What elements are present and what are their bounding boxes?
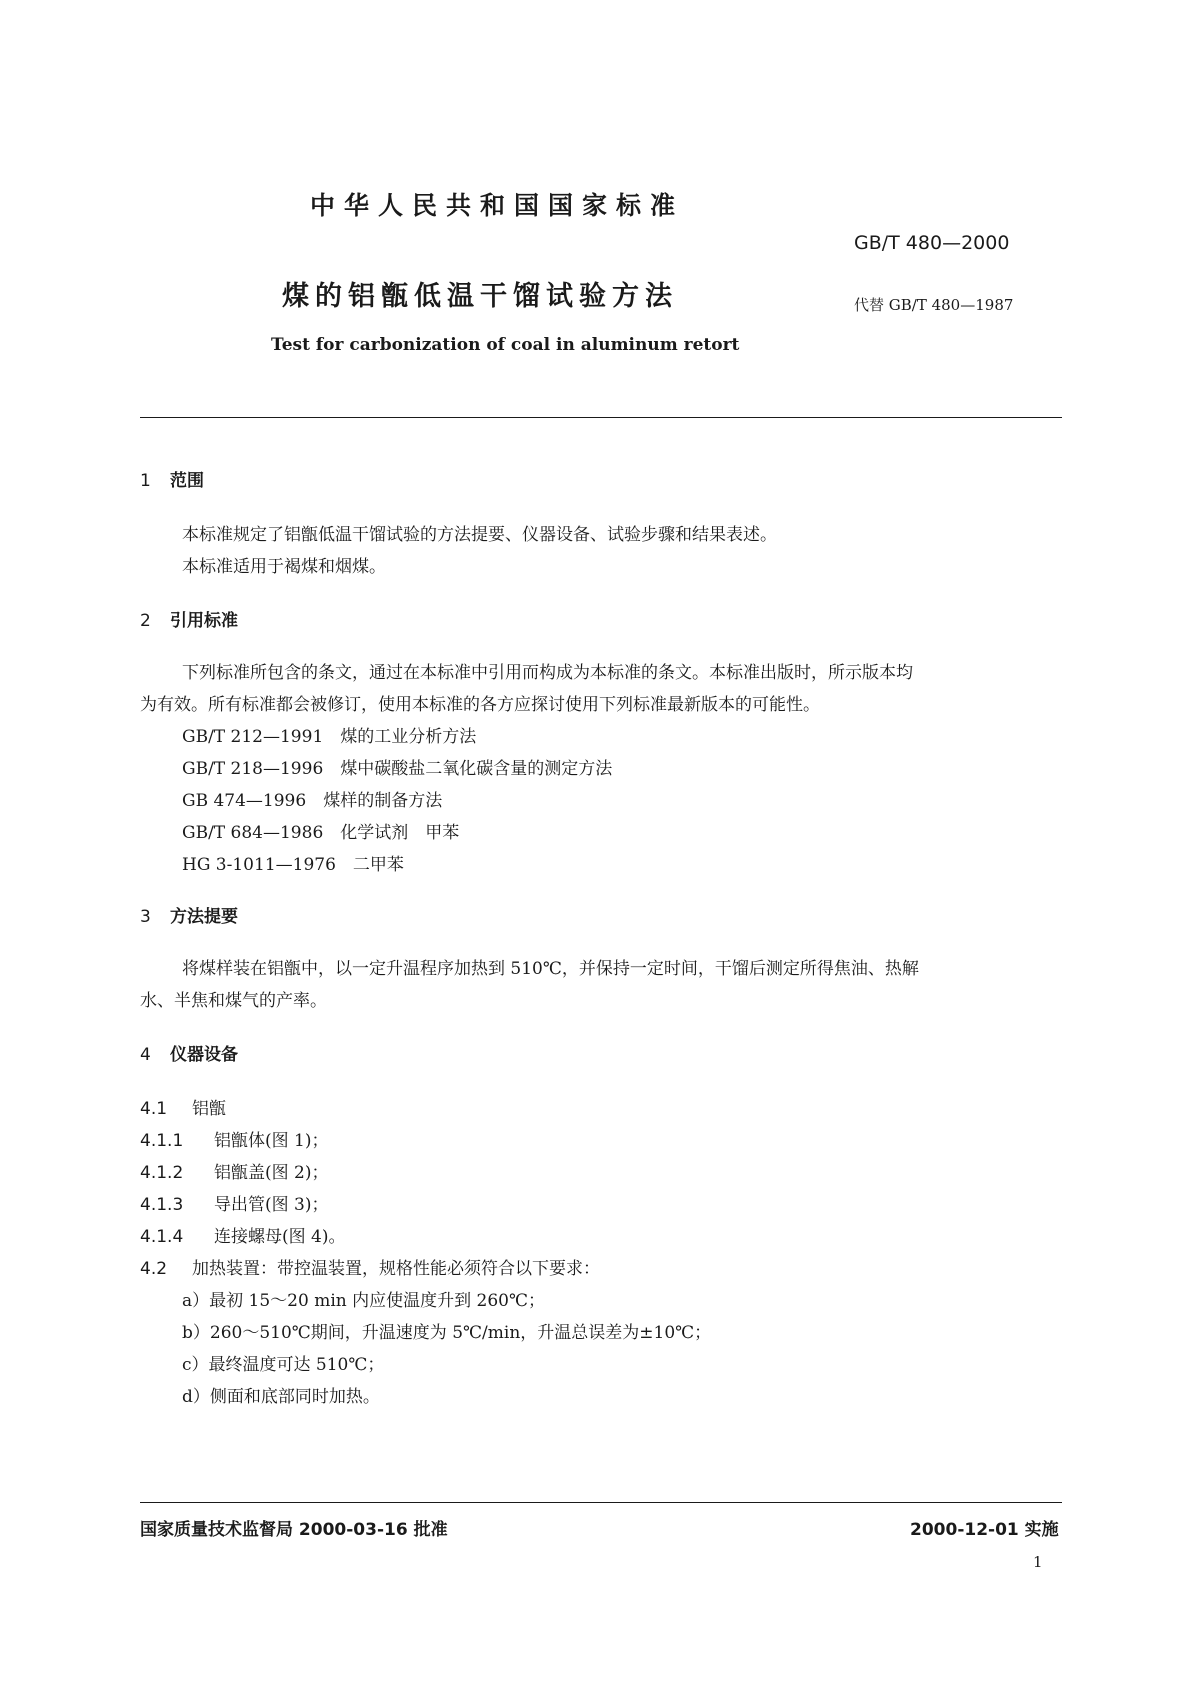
section-2-heading xyxy=(140,606,238,631)
header-divider xyxy=(140,417,1062,418)
section-number: 2 xyxy=(140,611,151,631)
requirement-item: a）最初 15～20 min 内应使温度升到 260℃； xyxy=(182,1291,545,1311)
section-number: 1 xyxy=(140,471,151,491)
section-3-heading xyxy=(140,902,238,927)
clause-text: 加热装置：带控温装置，规格性能必须符合以下要求： xyxy=(192,1259,600,1279)
requirement-item: d）侧面和底部同时加热。 xyxy=(182,1387,380,1407)
subclause-4-1-1 xyxy=(140,1126,328,1151)
implementation-date: 2000-12-01 实施 xyxy=(910,1520,1059,1540)
reference-item: HG 3-1011—1976 二甲苯 xyxy=(182,855,404,875)
clause-number: 4.2 xyxy=(140,1259,168,1279)
paragraph: 本标准规定了铝甑低温干馏试验的方法提要、仪器设备、试验步骤和结果表述。 xyxy=(182,525,777,545)
requirement-item: c）最终温度可达 510℃； xyxy=(182,1355,385,1375)
subclause-4-1-3 xyxy=(140,1190,328,1215)
subclause-4-2 xyxy=(140,1254,600,1279)
reference-item: GB/T 684—1986 化学试剂 甲苯 xyxy=(182,823,460,843)
paragraph: 本标准适用于褐煤和烟煤。 xyxy=(182,557,386,577)
section-number: 3 xyxy=(140,907,151,927)
section-title: 仪器设备 xyxy=(170,1045,238,1065)
clause-number: 4.1.4 xyxy=(140,1227,184,1247)
reference-item: GB 474—1996 煤样的制备方法 xyxy=(182,791,443,811)
subclause-4-1-2 xyxy=(140,1158,328,1183)
paragraph: 为有效。所有标准都会被修订，使用本标准的各方应探讨使用下列标准最新版本的可能性。 xyxy=(140,695,820,715)
section-number: 4 xyxy=(140,1045,151,1065)
clause-text: 连接螺母(图 4)。 xyxy=(214,1227,346,1247)
clause-text: 导出管(图 3)； xyxy=(214,1195,329,1215)
clause-text: 铝甑 xyxy=(192,1099,226,1119)
section-title: 范围 xyxy=(170,471,204,491)
subclause-4-1-4 xyxy=(140,1222,345,1247)
clause-number: 4.1.2 xyxy=(140,1163,184,1183)
requirement-item: b）260～510℃期间，升温速度为 5℃/min，升温总误差为±10℃； xyxy=(182,1323,712,1343)
reference-item: GB/T 212—1991 煤的工业分析方法 xyxy=(182,727,477,747)
section-title: 方法提要 xyxy=(170,907,238,927)
paragraph: 水、半焦和煤气的产率。 xyxy=(140,991,327,1011)
section-title: 引用标准 xyxy=(170,611,238,631)
footer-divider xyxy=(140,1502,1062,1503)
subclause-4-1 xyxy=(140,1094,226,1119)
clause-number: 4.1.3 xyxy=(140,1195,184,1215)
standard-type-heading: 中华人民共和国国家标准 xyxy=(310,191,685,220)
replaces-standard: 代替 GB/T 480—1987 xyxy=(854,296,1014,314)
clause-number: 4.1 xyxy=(140,1099,168,1119)
paragraph: 将煤样装在铝甑中，以一定升温程序加热到 510℃，并保持一定时间，干馏后测定所得焦油、热解 xyxy=(182,959,919,979)
clause-number: 4.1.1 xyxy=(140,1131,184,1151)
section-4-heading xyxy=(140,1040,238,1065)
clause-text: 铝甑体(图 1)； xyxy=(214,1131,329,1151)
paragraph: 下列标准所包含的条文，通过在本标准中引用而构成为本标准的条文。本标准出版时，所示版本均 xyxy=(182,663,913,683)
document-title-en: Test for carbonization of coal in aluminum retort xyxy=(271,335,740,355)
document-title-cn: 煤的铝甑低温干馏试验方法 xyxy=(282,281,678,312)
reference-item: GB/T 218—1996 煤中碳酸盐二氧化碳含量的测定方法 xyxy=(182,759,613,779)
clause-text: 铝甑盖(图 2)； xyxy=(214,1163,329,1183)
section-1-heading xyxy=(140,466,204,491)
page-number: 1 xyxy=(1033,1553,1043,1571)
approval-line: 国家质量技术监督局 2000-03-16 批准 xyxy=(140,1520,448,1540)
standard-code: GB/T 480—2000 xyxy=(854,232,1010,254)
